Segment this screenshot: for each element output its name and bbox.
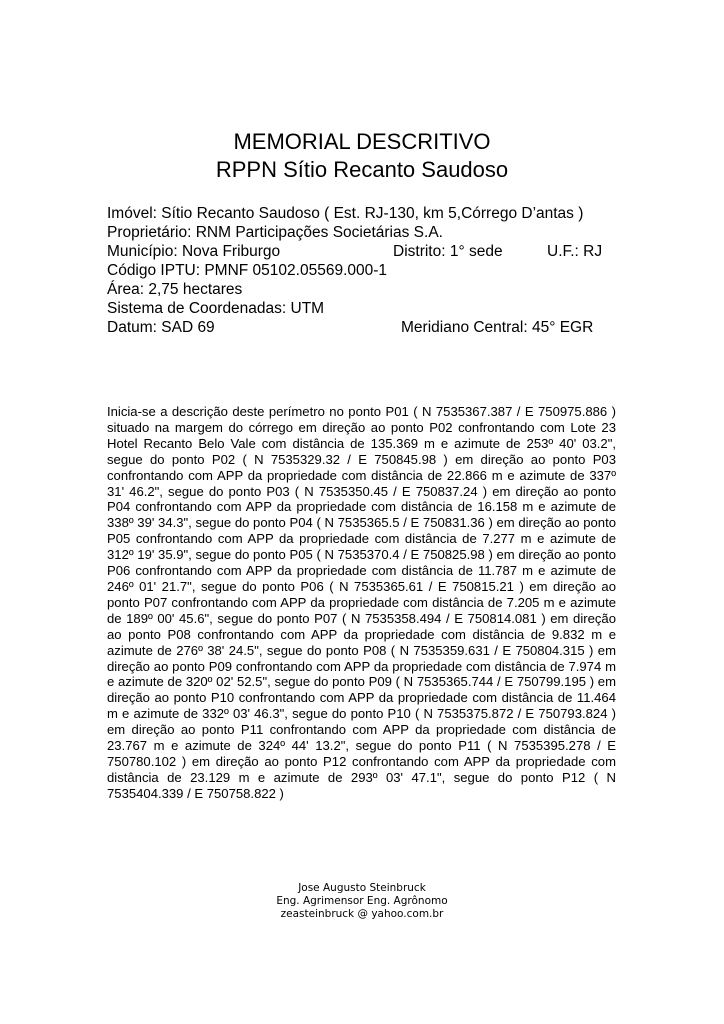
sistema-row: Sistema de Coordenadas: UTM <box>107 300 325 317</box>
title-line-1: MEMORIAL DESCRITIVO <box>233 129 491 154</box>
datum-text: Datum: SAD 69 <box>107 319 215 336</box>
distrito-text: Distrito: 1° sede <box>393 243 503 260</box>
footer-name: Jose Augusto Steinbruck <box>298 882 426 894</box>
municipio-row <box>107 242 617 261</box>
footer-role: Eng. Agrimensor Eng. Agrônomo <box>276 895 448 907</box>
meridiano-text: Meridiano Central: 45° EGR <box>401 319 594 336</box>
title-line-2: RPPN Sítio Recanto Saudoso <box>215 157 509 182</box>
perimeter-description: Inicia-se a descrição deste perímetro no ponto P01 ( N 7535367.387 / E 750975.886 ) situado na margem do córrego em direção ao ponto P02 confrontando com Lote 23 Hotel Recanto Belo Vale com distância de 135.369 m e azimute de 253º 40' 03.2", segue do ponto P02 ( N 7535329.32 / E 750845.98 ) em direção ao ponto P03 confrontando com APP da propriedade com distância de 22.866 m e azimute de 337º 31' 46.2", segue do ponto P03 ( N 7535350.45 / E 750837.24 ) em direção ao ponto P04 confrontando com APP da propriedade com distância de 16.158 m e azimute de 338º 39' 34.3", segue do ponto P04 ( N 7535365.5 / E 750831.36 ) em direção ao ponto P05 confrontando com APP da propriedade com distância de 7.277 m e azimute de 312º 19' 35.9", segue do ponto P05 ( N 7535370.4 / E 750825.98 ) em direção ao ponto P06 confrontando com APP da propriedade com distância de 11.787 m e azimute de 246º 01' 21.7", segue do ponto P06 ( N 7535365.61 / E 750815.21 ) em direção ao ponto P07 confrontando com APP da propriedade com distância de 7.205 m e azimute de 189º 00' 45.6", segue do ponto P07 ( N 7535358.494 / E 750814.081 ) em direção ao ponto P08 confrontando com APP da propriedade com distância de 9.832 m e azimute de 276º 38' 24.5", segue do ponto P08 ( N 7535359.631 / E 750804.315 ) em direção ao ponto P09 confrontando com APP da propriedade com distância de 7.974 m e azimute de 320º 02' 52.5", segue do ponto P09 ( N 7535365.744 / E 750799.195 ) em direção ao ponto P10 confrontando com APP da propriedade com distância de 11.464 m e azimute de 332º 03' 46.3", segue do ponto P10 ( N 7535375.872 / E 750793.824 ) em direção ao ponto P11 confrontando com APP da propriedade com distância de 23.767 m e azimute de 324º 44' 13.2", segue do ponto P11 ( N 7535395.278 / E 750780.102 ) em direção ao ponto P12 confrontando com APP da propriedade com distância de 23.129 m e azimute de 293º 03' 47.1", segue do ponto P12 ( N 7535404.339 / E 750758.822 ) <box>107 404 616 801</box>
codigo-iptu-row: Código IPTU: PMNF 05102.05569.000-1 <box>107 262 388 279</box>
document-title <box>0 128 724 184</box>
proprietario-row: Proprietário: RNM Participações Societárias S.A. <box>107 224 443 241</box>
area-row: Área: 2,75 hectares <box>107 281 243 298</box>
municipio-text: Município: Nova Friburgo <box>107 243 281 260</box>
imovel-row: Imóvel: Sítio Recanto Saudoso ( Est. RJ-130, km 5,Córrego D’antas ) <box>107 205 584 222</box>
footer-email: zeasteinbruck @ yahoo.com.br <box>280 908 444 920</box>
uf-text: U.F.: RJ <box>547 243 603 260</box>
property-info <box>107 204 617 337</box>
signature-footer <box>0 882 724 921</box>
datum-row <box>107 318 617 337</box>
